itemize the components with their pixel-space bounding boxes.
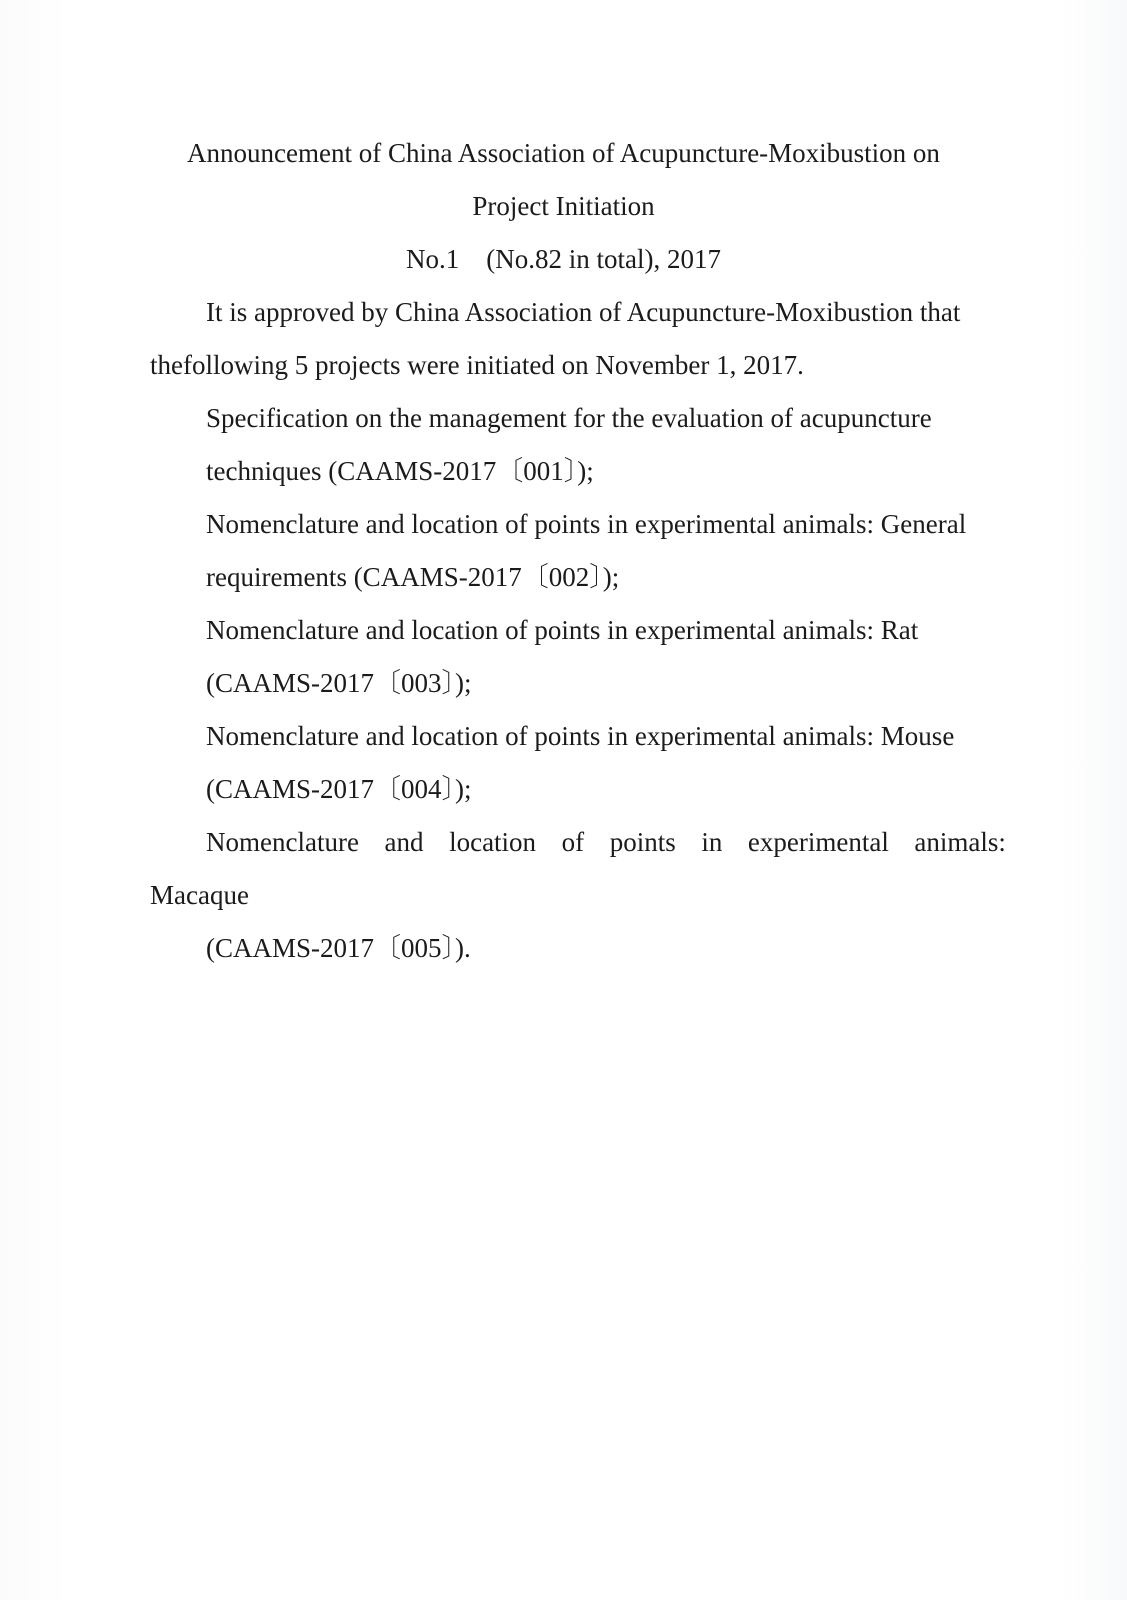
title-line-1: Announcement of China Association of Acupuncture-Moxibustion on bbox=[187, 138, 940, 168]
issue-number: No.1 (No.82 in total), 2017 bbox=[406, 244, 721, 274]
project-5-word: location bbox=[449, 827, 537, 857]
project-5-word: experimental bbox=[747, 827, 889, 857]
project-5-word: of bbox=[561, 827, 585, 857]
project-5-word: Nomenclature bbox=[206, 827, 359, 857]
project-5-word: in bbox=[701, 827, 723, 857]
intro-line-1: It is approved by China Association of Acupuncture-Moxibustion that bbox=[206, 297, 961, 327]
intro-line-2: thefollowing 5 projects were initiated on November 1, 2017. bbox=[150, 350, 804, 380]
project-3-line-2: (CAAMS-2017〔003〕); bbox=[206, 668, 472, 698]
project-1-line-2: techniques (CAAMS-2017〔001〕); bbox=[206, 456, 594, 486]
project-5-line-1 bbox=[206, 825, 1006, 859]
project-2-line-1: Nomenclature and location of points in experimental animals: General bbox=[206, 509, 967, 539]
project-5-word: points bbox=[609, 827, 676, 857]
project-4-line-1: Nomenclature and location of points in experimental animals: Mouse bbox=[206, 721, 955, 751]
project-1-line-1: Specification on the management for the evaluation of acupuncture bbox=[206, 403, 932, 433]
project-5-word: and bbox=[384, 827, 424, 857]
title-line-2: Project Initiation bbox=[472, 191, 655, 221]
project-3-line-1: Nomenclature and location of points in experimental animals: Rat bbox=[206, 615, 919, 645]
project-4-line-2: (CAAMS-2017〔004〕); bbox=[206, 774, 472, 804]
project-2-line-2: requirements (CAAMS-2017〔002〕); bbox=[206, 562, 620, 592]
project-5-line-3: (CAAMS-2017〔005〕). bbox=[206, 933, 471, 963]
project-5-line-2: Macaque bbox=[150, 880, 249, 910]
project-5-word: animals: bbox=[914, 827, 1006, 857]
